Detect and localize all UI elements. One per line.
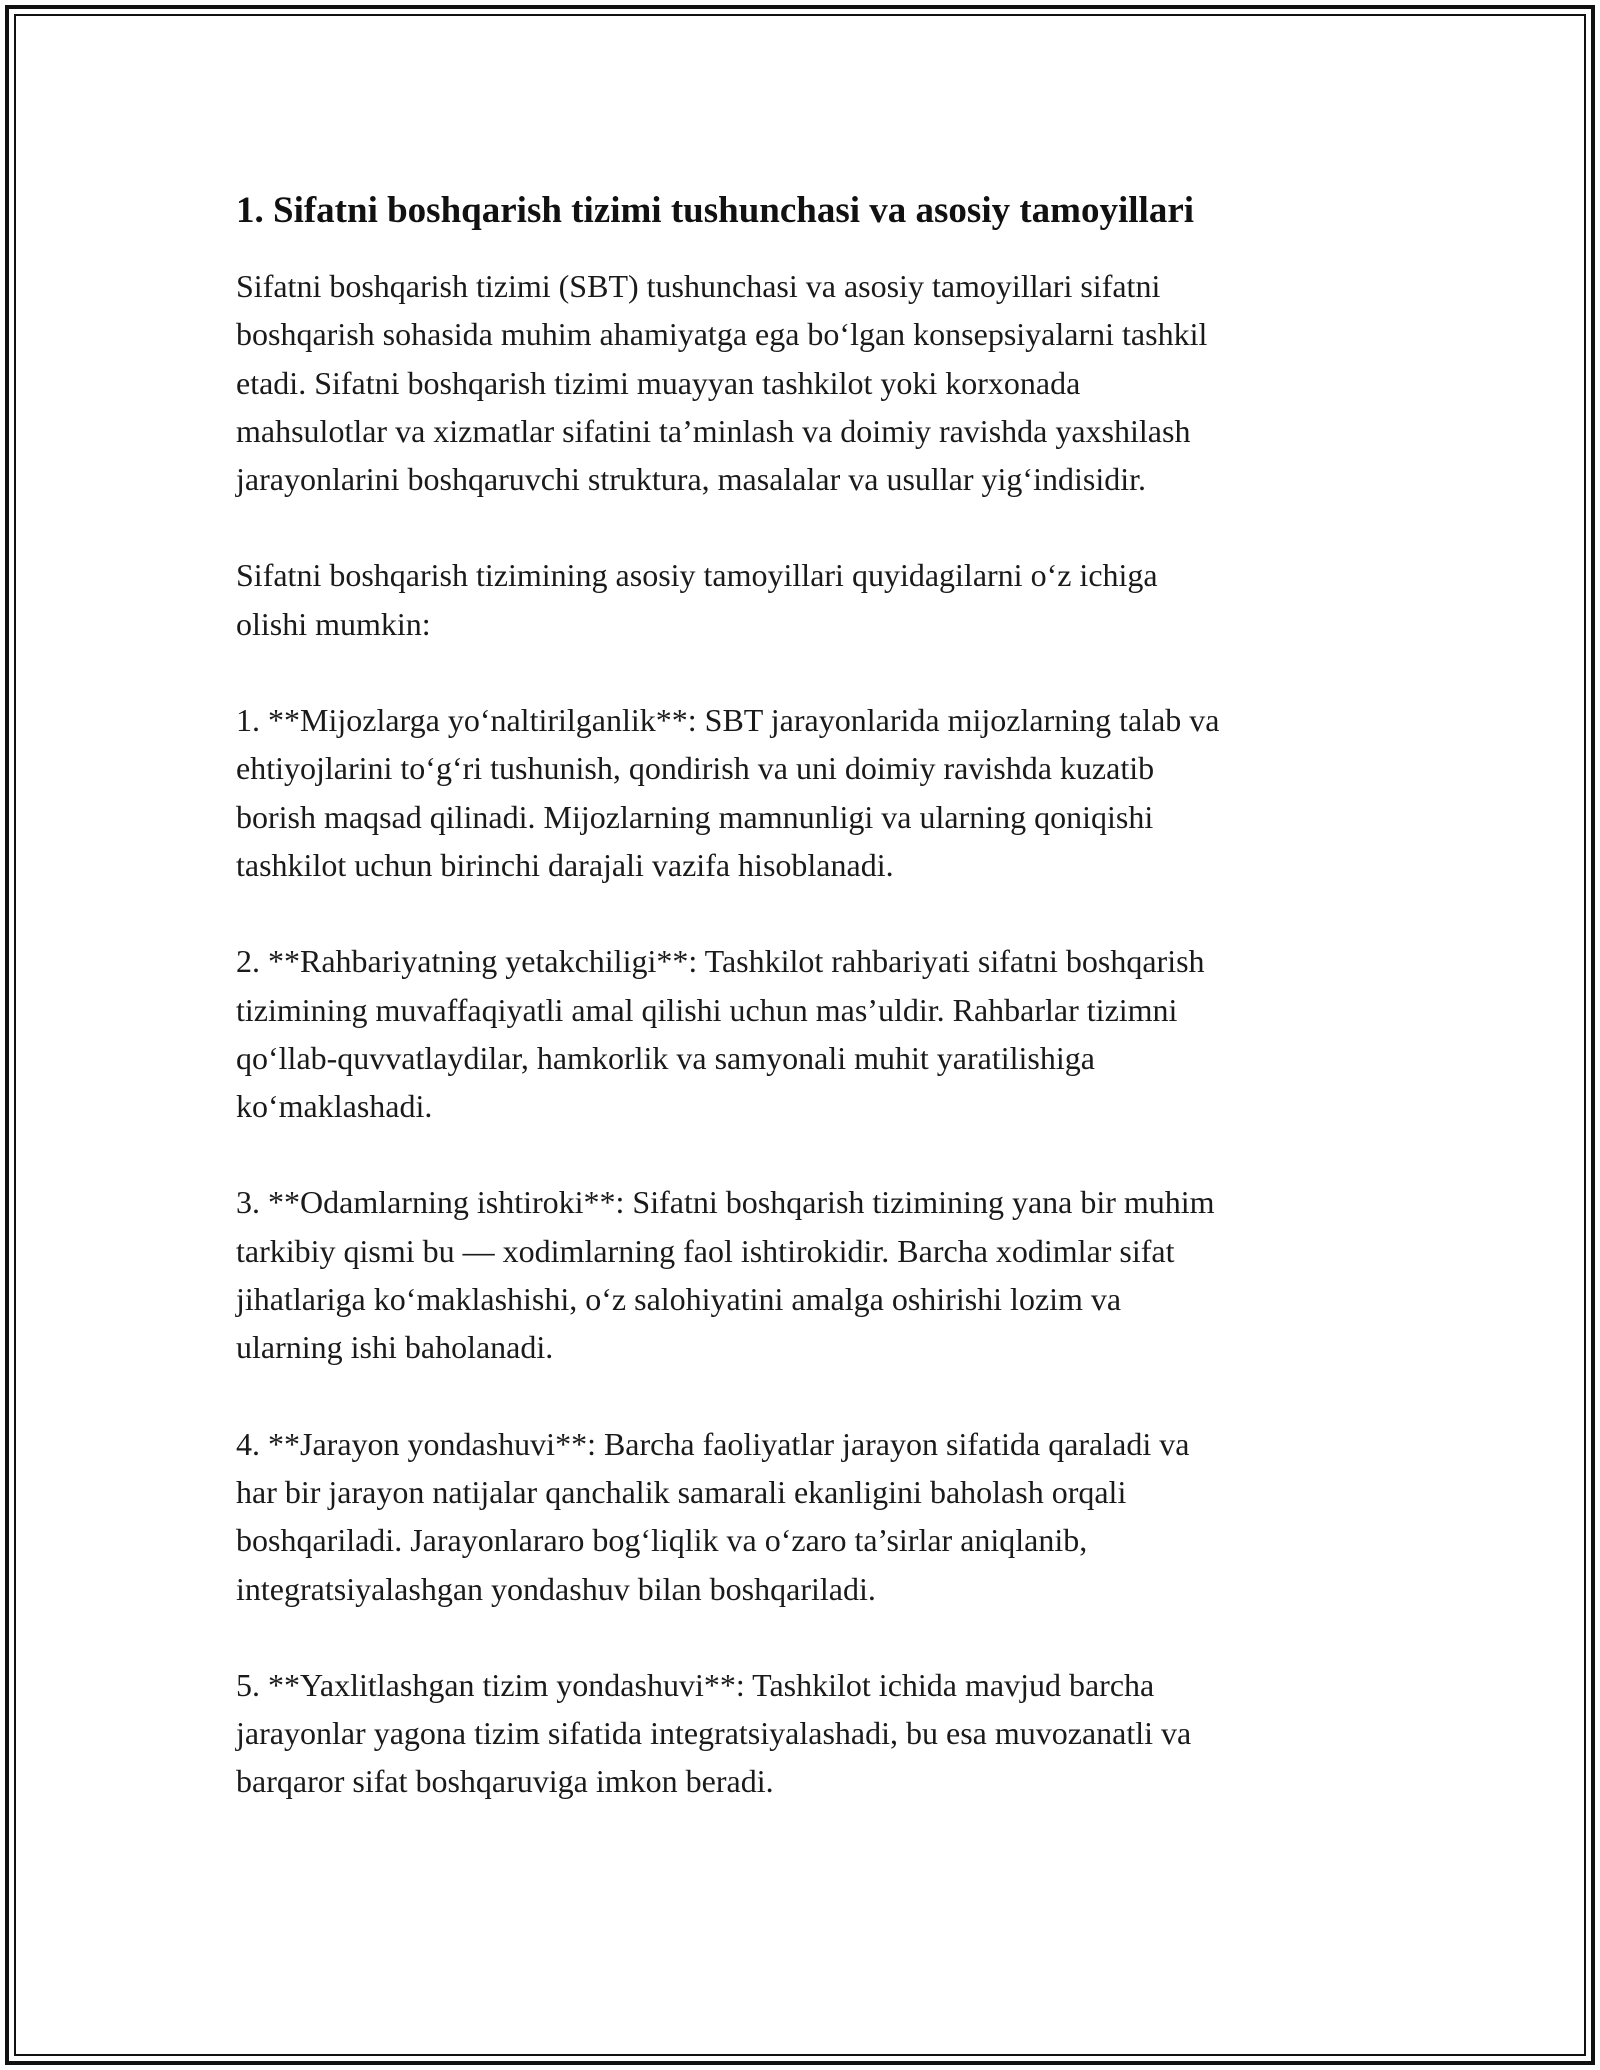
text-line: jarayonlarini boshqaruvchi struktura, masalalar va usullar yig‘indisidir. xyxy=(236,461,1146,498)
text-line: 4. **Jarayon yondashuvi**: Barcha faoliyatlar jarayon sifatida qaraladi va xyxy=(236,1425,1190,1462)
text-line: jarayonlar yagona tizim sifatida integratsiyalashadi, bu esa muvozanatli va xyxy=(236,1715,1192,1752)
text-line: ehtiyojlarini to‘g‘ri tushunish, qondirish va uni doimiy ravishda kuzatib xyxy=(236,750,1155,787)
text-line: tizimining muvaffaqiyatli amal qilishi uchun mas’uldir. Rahbarlar tizimni xyxy=(236,991,1178,1028)
text-line: borish maqsad qilinadi. Mijozlarning mamnunligi va ularning qoniqishi xyxy=(236,798,1154,835)
text-line: boshqarish sohasida muhim ahamiyatga ega bo‘lgan konsepsiyalarni tashkil xyxy=(236,316,1208,353)
principle-5-paragraph xyxy=(236,1661,1386,1806)
principle-4-paragraph xyxy=(236,1420,1386,1613)
text-line: 1. **Mijozlarga yo‘naltirilganlik**: SBT jarayonlarida mijozlarning talab va xyxy=(236,702,1220,739)
text-line: qo‘llab-quvvatlaydilar, hamkorlik va samyonali muhit yaratilishiga xyxy=(236,1039,1095,1076)
text-line: etadi. Sifatni boshqarish tizimi muayyan tashkilot yoki korxonada xyxy=(236,364,1081,401)
text-line: Sifatni boshqarish tizimining asosiy tamoyillari quyidagilarni o‘z ichiga xyxy=(236,557,1158,594)
text-line: tarkibiy qismi bu — xodimlarning faol ishtirokidir. Barcha xodimlar sifat xyxy=(236,1232,1175,1269)
text-line: 2. **Rahbariyatning yetakchiligi**: Tashkilot rahbariyati sifatni boshqarish xyxy=(236,943,1205,980)
text-line: integratsiyalashgan yondashuv bilan boshqariladi. xyxy=(236,1570,876,1607)
text-line: tashkilot uchun birinchi darajali vazifa hisoblanadi. xyxy=(236,846,894,883)
principle-3-paragraph xyxy=(236,1178,1386,1371)
text-line: 5. **Yaxlitlashgan tizim yondashuvi**: Tashkilot ichida mavjud barcha xyxy=(236,1666,1155,1703)
text-line: Sifatni boshqarish tizimi (SBT) tushunchasi va asosiy tamoyillari sifatni xyxy=(236,268,1161,304)
text-line: jihatlariga ko‘maklashishi, o‘z salohiyatini amalga oshirishi lozim va xyxy=(236,1281,1122,1318)
principle-1-paragraph xyxy=(236,696,1386,889)
intro-paragraph xyxy=(236,262,1386,503)
principle-2-paragraph xyxy=(236,937,1386,1130)
text-line: ko‘maklashadi. xyxy=(236,1088,433,1125)
principles-intro-paragraph xyxy=(236,551,1386,648)
text-line: ularning ishi baholanadi. xyxy=(236,1329,554,1366)
text-line: 3. **Odamlarning ishtiroki**: Sifatni boshqarish tizimining yana bir muhim xyxy=(236,1184,1215,1221)
document-title: 1. Sifatni boshqarish tizimi tushunchasi va asosiy tamoyillari xyxy=(236,190,1195,231)
text-line: mahsulotlar va xizmatlar sifatini ta’minlash va doimiy ravishda yaxshilash xyxy=(236,412,1191,449)
text-line: har bir jarayon natijalar qanchalik samarali ekanligini baholash orqali xyxy=(236,1473,1127,1510)
text-line: olishi mumkin: xyxy=(236,605,431,642)
text-line: boshqariladi. Jarayonlararo bog‘liqlik va o‘zaro ta’sirlar aniqlanib, xyxy=(236,1522,1088,1559)
document-body xyxy=(236,185,1386,1854)
text-line: barqaror sifat boshqaruviga imkon beradi. xyxy=(236,1763,774,1800)
